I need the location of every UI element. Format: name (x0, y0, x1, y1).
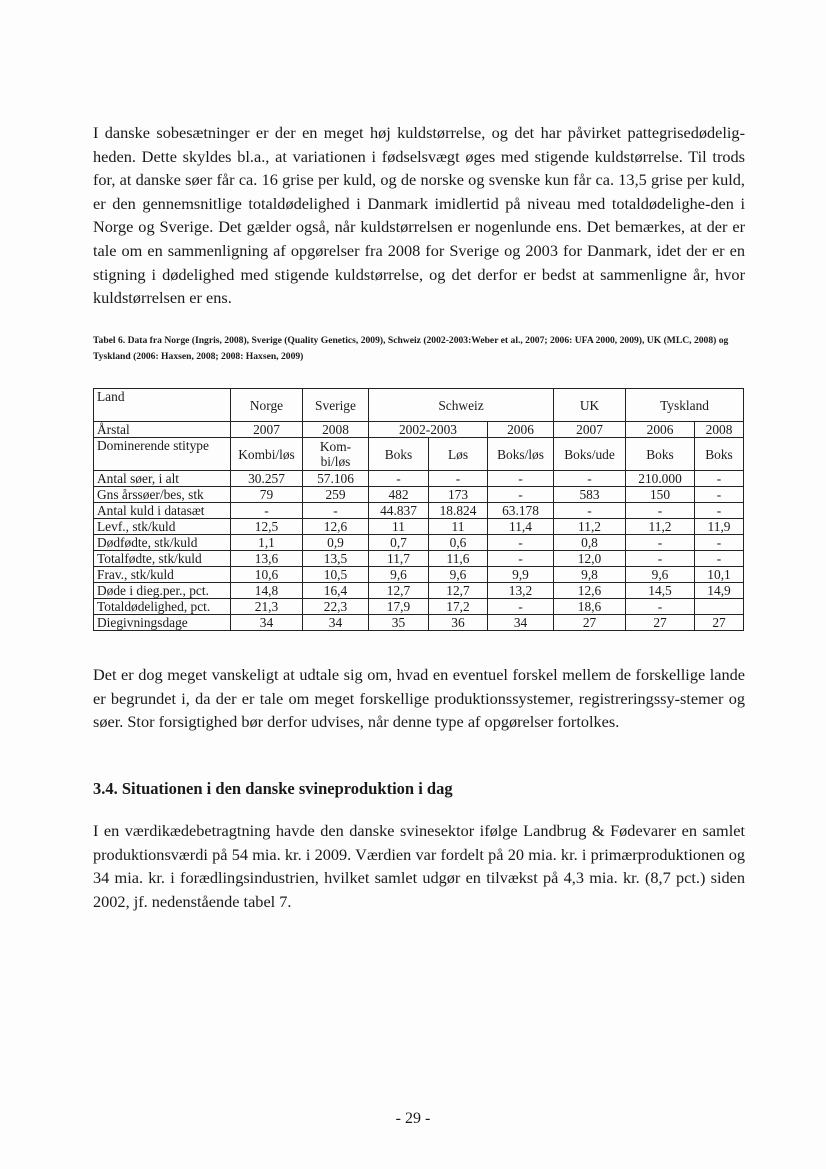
cell: 11 (429, 519, 488, 535)
cell: 13,5 (303, 551, 369, 567)
paragraph-value-chain: I en værdikædebetragtning havde den danske svinesektor ifølge Landbrug & Fødevarer en samlet produktionsværdi på 54 mia. kr. i 2009. Værdien var fordelt på 20 mia. kr. i primærproduktionen og 34 mia. kr. i forædlingsindustrien, hvilket samlet udgør en tilvækst på 4,3 mia. kr. (8,7 pct.) siden 2002, jf. nedenstående tabel 7. (93, 821, 745, 911)
cell: - (369, 471, 429, 487)
cell: 482 (369, 487, 429, 503)
cell: 13,2 (488, 583, 554, 599)
cell: 11,7 (369, 551, 429, 567)
row-label: Antal kuld i datasæt (94, 503, 231, 519)
cell: 10,1 (695, 567, 744, 583)
cell: Boks/ude (554, 438, 626, 471)
country-norge: Norge (231, 389, 303, 422)
cell: Boks/løs (488, 438, 554, 471)
paragraph-discussion: Det er dog meget vanskeligt at udtale sig om, hvad en eventuel forskel mellem de forskellige lande er begrundet i, da der er tale om meget forskellige produktionssystemer, registreringssy-stemer og søer. Stor forsigtighed bør derfor udvises, når denne type af opgørelser fortolkes. (93, 665, 745, 732)
row-label: Antal søer, i alt (94, 471, 231, 487)
cell: Boks (626, 438, 695, 471)
cell: 150 (626, 487, 695, 503)
cell: 10,6 (231, 567, 303, 583)
cell: 34 (231, 615, 303, 631)
cell: 9,6 (626, 567, 695, 583)
row-label: Gns årssøer/bes, stk (94, 487, 231, 503)
cell: Kombi/løs (231, 438, 303, 471)
cell: 18.824 (429, 503, 488, 519)
cell: 2008 (303, 422, 369, 438)
table-row (94, 471, 744, 487)
cell: 13,6 (231, 551, 303, 567)
cell: 583 (554, 487, 626, 503)
cell: 34 (488, 615, 554, 631)
cell: Boks (369, 438, 429, 471)
cell: 34 (303, 615, 369, 631)
cell: 12,5 (231, 519, 303, 535)
cell: 22,3 (303, 599, 369, 615)
cell: - (626, 535, 695, 551)
row-label: Årstal (94, 422, 231, 438)
row-label: Levf., stk/kuld (94, 519, 231, 535)
row-label: Dødfødte, stk/kuld (94, 535, 231, 551)
cell: 18,6 (554, 599, 626, 615)
row-label: Døde i dieg.per., pct. (94, 583, 231, 599)
cell: 9,6 (429, 567, 488, 583)
cell: Løs (429, 438, 488, 471)
cell-text: Kom-bi/løs (319, 439, 352, 469)
cell: 27 (626, 615, 695, 631)
country-uk: UK (554, 389, 626, 422)
cell: - (695, 551, 744, 567)
cell: - (626, 551, 695, 567)
cell: 12,6 (554, 583, 626, 599)
cell: 12,7 (429, 583, 488, 599)
cell: 1,1 (231, 535, 303, 551)
cell: 21,3 (231, 599, 303, 615)
cell: 9,6 (369, 567, 429, 583)
cell: 0,6 (429, 535, 488, 551)
cell: 35 (369, 615, 429, 631)
section-heading: 3.4. Situationen i den danske svineproduktion i dag (93, 779, 453, 798)
table-row (94, 551, 744, 567)
cell: 0,8 (554, 535, 626, 551)
cell: 10,5 (303, 567, 369, 583)
table-row (94, 519, 744, 535)
header-label: Land (94, 389, 231, 422)
cell: - (695, 503, 744, 519)
row-label: Totaldødelighed, pct. (94, 599, 231, 615)
cell: 2006 (626, 422, 695, 438)
table-row (94, 583, 744, 599)
cell: 57.106 (303, 471, 369, 487)
cell: - (488, 535, 554, 551)
cell: Boks (695, 438, 744, 471)
table-row (94, 599, 744, 615)
cell: 11,6 (429, 551, 488, 567)
cell: 27 (554, 615, 626, 631)
cell: 11 (369, 519, 429, 535)
row-label: Totalfødte, stk/kuld (94, 551, 231, 567)
table-row (94, 503, 744, 519)
cell: 173 (429, 487, 488, 503)
cell: 79 (231, 487, 303, 503)
cell: 63.178 (488, 503, 554, 519)
header-row (94, 389, 744, 422)
cell: 9,9 (488, 567, 554, 583)
cell: 2007 (231, 422, 303, 438)
cell: - (488, 599, 554, 615)
cell: 0,7 (369, 535, 429, 551)
row-label: Diegivningsdage (94, 615, 231, 631)
table-row (94, 567, 744, 583)
row-label: Dominerende stitype (94, 438, 231, 471)
cell: - (488, 471, 554, 487)
row-label: Frav., stk/kuld (94, 567, 231, 583)
paragraph-intro: I danske sobesætninger er der en meget høj kuldstørrelse, og det har påvirket pattegrisedødelig-heden. Dette skyldes bl.a., at variationen i fødselsvægt øges med stigende kuldstørrelse. Til trods for, at danske søer får ca. 16 grise per kuld, og de norske og svenske kun får ca. 13,5 grise per kuld, er den gennemsnitlige totaldødelighed i Danmark imidlertid på niveau med totaldødelighe-den i Norge og Sverige. Det gælder også, når kuldstørrelsen er nogenlunde ens. Det bemærkes, at der er tale om en sammenligning af opgørelser fra 2008 for Sverige og 2003 for Danmark, idet der er en stigning i dødelighed med stigende kuldstørrelse, og det derfor er bedst at sammenligne år, hvor kuldstørrelsen er ens. (93, 123, 745, 308)
cell: 36 (429, 615, 488, 631)
cell: - (429, 471, 488, 487)
cell: - (626, 503, 695, 519)
cell: 17,9 (369, 599, 429, 615)
cell: 17,2 (429, 599, 488, 615)
cell: 11,4 (488, 519, 554, 535)
cell: 210.000 (626, 471, 695, 487)
cell: 0,9 (303, 535, 369, 551)
cell: 44.837 (369, 503, 429, 519)
data-table (93, 388, 744, 631)
cell: - (231, 503, 303, 519)
cell: 14,8 (231, 583, 303, 599)
cell: 2002-2003 (369, 422, 488, 438)
cell: 2008 (695, 422, 744, 438)
cell: - (695, 487, 744, 503)
year-row (94, 422, 744, 438)
cell (303, 438, 369, 471)
type-row (94, 438, 744, 471)
cell: 12,0 (554, 551, 626, 567)
country-schweiz: Schweiz (369, 389, 554, 422)
cell: 12,6 (303, 519, 369, 535)
cell: 11,9 (695, 519, 744, 535)
cell: 30.257 (231, 471, 303, 487)
cell: - (303, 503, 369, 519)
cell: - (488, 551, 554, 567)
table-row (94, 615, 744, 631)
table-row (94, 535, 744, 551)
cell: 11,2 (626, 519, 695, 535)
cell: 14,9 (695, 583, 744, 599)
cell: - (695, 471, 744, 487)
cell: 12,7 (369, 583, 429, 599)
cell: - (626, 599, 695, 615)
page-number: - 29 - (395, 1110, 431, 1127)
cell: 16,4 (303, 583, 369, 599)
country-tyskland: Tyskland (626, 389, 744, 422)
cell: - (695, 535, 744, 551)
cell: - (554, 503, 626, 519)
cell: - (554, 471, 626, 487)
table-caption: Tabel 6. Data fra Norge (Ingris, 2008), Sverige (Quality Genetics, 2009), Schweiz (2002-2003:Weber et al., 2007; 2006: UFA 2000, 2009), UK (MLC, 2008) og Tyskland (2006: Haxsen, 2008; 2008: Haxsen, 2009) (93, 335, 729, 362)
cell: 2006 (488, 422, 554, 438)
table-row (94, 487, 744, 503)
country-sverige: Sverige (303, 389, 369, 422)
cell: 14,5 (626, 583, 695, 599)
cell: 2007 (554, 422, 626, 438)
cell (695, 599, 744, 615)
cell: 9,8 (554, 567, 626, 583)
cell: - (488, 487, 554, 503)
cell: 27 (695, 615, 744, 631)
cell: 259 (303, 487, 369, 503)
cell: 11,2 (554, 519, 626, 535)
